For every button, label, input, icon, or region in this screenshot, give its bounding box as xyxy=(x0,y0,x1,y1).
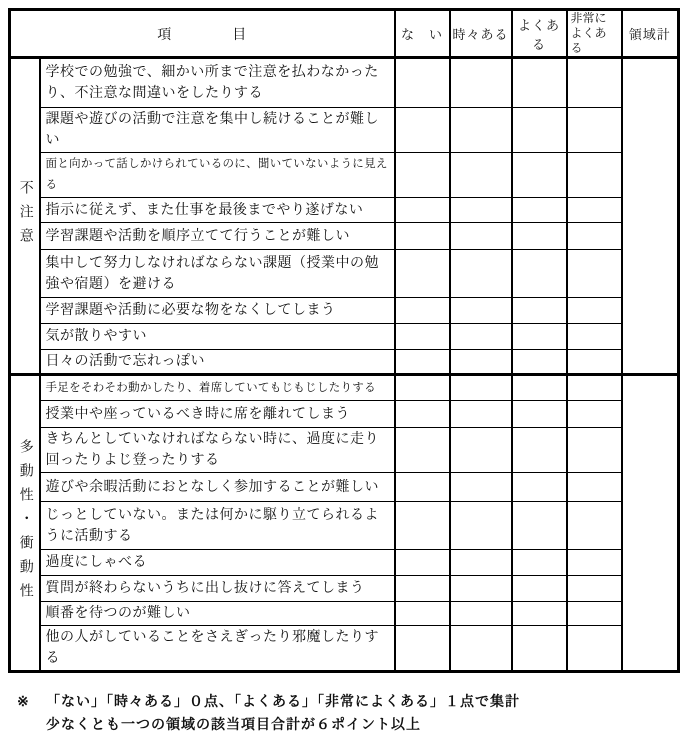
score-cell-nai xyxy=(395,428,450,473)
adhd-checklist-table xyxy=(8,8,680,673)
section-label-hyperactivity-impulsivity: 多動性・衝動性 xyxy=(10,375,40,672)
item-text: 質問が終わらないうちに出し抜けに答えてしまう xyxy=(40,576,395,602)
table-row xyxy=(10,375,679,401)
score-cell-nai xyxy=(395,108,450,153)
score-cell-yoku xyxy=(512,576,567,602)
table-row xyxy=(10,428,679,473)
score-cell-yoku xyxy=(512,428,567,473)
column-header-yoku-aru: よくある xyxy=(512,10,567,58)
item-text: 過度にしゃべる xyxy=(40,550,395,576)
score-cell-yoku xyxy=(512,153,567,198)
score-cell-yoku xyxy=(512,375,567,401)
table-row xyxy=(10,223,679,250)
score-cell-tokidoki xyxy=(450,298,512,324)
footnote-marker: ※ xyxy=(17,693,30,709)
table-row xyxy=(10,626,679,672)
footnote-indent xyxy=(17,713,46,736)
score-cell-hijou xyxy=(567,350,622,375)
score-cell-yoku xyxy=(512,250,567,298)
score-cell-tokidoki xyxy=(450,473,512,502)
table-row xyxy=(10,324,679,350)
score-cell-nai xyxy=(395,198,450,223)
score-cell-nai xyxy=(395,502,450,550)
column-header-nai: な い xyxy=(395,10,450,58)
item-text: 学校での勉強で、細かい所まで注意を払わなかったり、不注意な間違いをしたりする xyxy=(40,58,395,108)
column-header-hijou-ni-yoku-aru: 非常によくある xyxy=(567,10,622,58)
footnote-text-scoring: 「ない」「時々ある」０点、「よくある」「非常によくある」１点で集計 xyxy=(46,693,520,709)
table-row xyxy=(10,250,679,298)
domain-total-cell-inattention xyxy=(622,58,679,375)
item-text: 手足をそわそわ動かしたり、着席していてもじもじしたりする xyxy=(40,375,395,401)
score-cell-hijou xyxy=(567,626,622,672)
score-cell-tokidoki xyxy=(450,502,512,550)
score-cell-nai xyxy=(395,250,450,298)
score-cell-hijou xyxy=(567,58,622,108)
score-cell-yoku xyxy=(512,401,567,428)
table-row xyxy=(10,602,679,626)
score-cell-yoku xyxy=(512,324,567,350)
score-cell-nai xyxy=(395,58,450,108)
score-cell-tokidoki xyxy=(450,350,512,375)
table-row xyxy=(10,298,679,324)
table-row xyxy=(10,58,679,108)
score-cell-tokidoki xyxy=(450,550,512,576)
score-cell-yoku xyxy=(512,198,567,223)
table-row xyxy=(10,350,679,375)
score-cell-hijou xyxy=(567,401,622,428)
score-cell-yoku xyxy=(512,502,567,550)
score-cell-tokidoki xyxy=(450,626,512,672)
table-row xyxy=(10,576,679,602)
score-cell-hijou xyxy=(567,428,622,473)
score-cell-nai xyxy=(395,375,450,401)
score-cell-nai xyxy=(395,401,450,428)
column-header-ryoiki-kei: 領域計 xyxy=(622,10,679,58)
score-cell-yoku xyxy=(512,58,567,108)
score-cell-yoku xyxy=(512,298,567,324)
score-cell-nai xyxy=(395,550,450,576)
score-cell-tokidoki xyxy=(450,576,512,602)
score-cell-hijou xyxy=(567,153,622,198)
item-text: 順番を待つのが難しい xyxy=(40,602,395,626)
score-cell-hijou xyxy=(567,298,622,324)
header-row xyxy=(10,10,679,58)
score-cell-tokidoki xyxy=(450,198,512,223)
footnote-text-threshold: 少なくとも一つの領域の該当項目合計が６ポイント以上 xyxy=(46,716,421,732)
section-label-inattention: 不注意 xyxy=(10,58,40,375)
score-cell-tokidoki xyxy=(450,58,512,108)
item-text: 学習課題や活動に必要な物をなくしてしまう xyxy=(40,298,395,324)
score-cell-tokidoki xyxy=(450,108,512,153)
checklist-page xyxy=(0,8,680,732)
footnote-line-2 xyxy=(17,713,680,736)
score-cell-yoku xyxy=(512,350,567,375)
footnote-line-1 xyxy=(17,690,680,713)
score-cell-hijou xyxy=(567,198,622,223)
score-cell-hijou xyxy=(567,324,622,350)
score-cell-nai xyxy=(395,298,450,324)
section-hyperactivity-impulsivity xyxy=(10,375,679,672)
score-cell-hijou xyxy=(567,223,622,250)
score-cell-yoku xyxy=(512,108,567,153)
score-cell-hijou xyxy=(567,550,622,576)
score-cell-yoku xyxy=(512,626,567,672)
score-cell-hijou xyxy=(567,250,622,298)
footnote xyxy=(17,690,680,736)
score-cell-nai xyxy=(395,223,450,250)
score-cell-nai xyxy=(395,350,450,375)
table-row xyxy=(10,153,679,198)
score-cell-yoku xyxy=(512,550,567,576)
section-inattention xyxy=(10,58,679,375)
table-row xyxy=(10,502,679,550)
item-text: 日々の活動で忘れっぽい xyxy=(40,350,395,375)
score-cell-hijou xyxy=(567,473,622,502)
score-cell-yoku xyxy=(512,602,567,626)
score-cell-nai xyxy=(395,324,450,350)
item-text: 指示に従えず、また仕事を最後までやり遂げない xyxy=(40,198,395,223)
score-cell-tokidoki xyxy=(450,223,512,250)
table-row xyxy=(10,550,679,576)
table-row xyxy=(10,401,679,428)
column-header-item: 項 目 xyxy=(10,10,395,58)
score-cell-tokidoki xyxy=(450,250,512,298)
table-row xyxy=(10,198,679,223)
item-text: 面と向かって話しかけられているのに、聞いていないように見える xyxy=(40,153,395,198)
table-row xyxy=(10,473,679,502)
item-text: 授業中や座っているべき時に席を離れてしまう xyxy=(40,401,395,428)
score-cell-nai xyxy=(395,626,450,672)
score-cell-tokidoki xyxy=(450,428,512,473)
score-cell-tokidoki xyxy=(450,375,512,401)
score-cell-yoku xyxy=(512,223,567,250)
score-cell-tokidoki xyxy=(450,602,512,626)
item-text: 集中して努力しなければならない課題（授業中の勉強や宿題）を避ける xyxy=(40,250,395,298)
item-text: 学習課題や活動を順序立てて行うことが難しい xyxy=(40,223,395,250)
score-cell-tokidoki xyxy=(450,324,512,350)
score-cell-hijou xyxy=(567,375,622,401)
item-text: 他の人がしていることをさえぎったり邪魔したりする xyxy=(40,626,395,672)
item-text: 気が散りやすい xyxy=(40,324,395,350)
item-text: 課題や遊びの活動で注意を集中し続けることが難しい xyxy=(40,108,395,153)
score-cell-hijou xyxy=(567,576,622,602)
score-cell-nai xyxy=(395,602,450,626)
score-cell-hijou xyxy=(567,602,622,626)
score-cell-nai xyxy=(395,473,450,502)
score-cell-nai xyxy=(395,153,450,198)
domain-total-cell-hyperactivity xyxy=(622,375,679,672)
score-cell-hijou xyxy=(567,502,622,550)
item-text: じっとしていない。または何かに駆り立てられるように活動する xyxy=(40,502,395,550)
column-header-tokidoki-aru: 時々ある xyxy=(450,10,512,58)
table-row xyxy=(10,108,679,153)
score-cell-tokidoki xyxy=(450,401,512,428)
score-cell-hijou xyxy=(567,108,622,153)
score-cell-nai xyxy=(395,576,450,602)
score-cell-tokidoki xyxy=(450,153,512,198)
score-cell-yoku xyxy=(512,473,567,502)
item-text: きちんとしていなければならない時に、過度に走り回ったりよじ登ったりする xyxy=(40,428,395,473)
item-text: 遊びや余暇活動におとなしく参加することが難しい xyxy=(40,473,395,502)
